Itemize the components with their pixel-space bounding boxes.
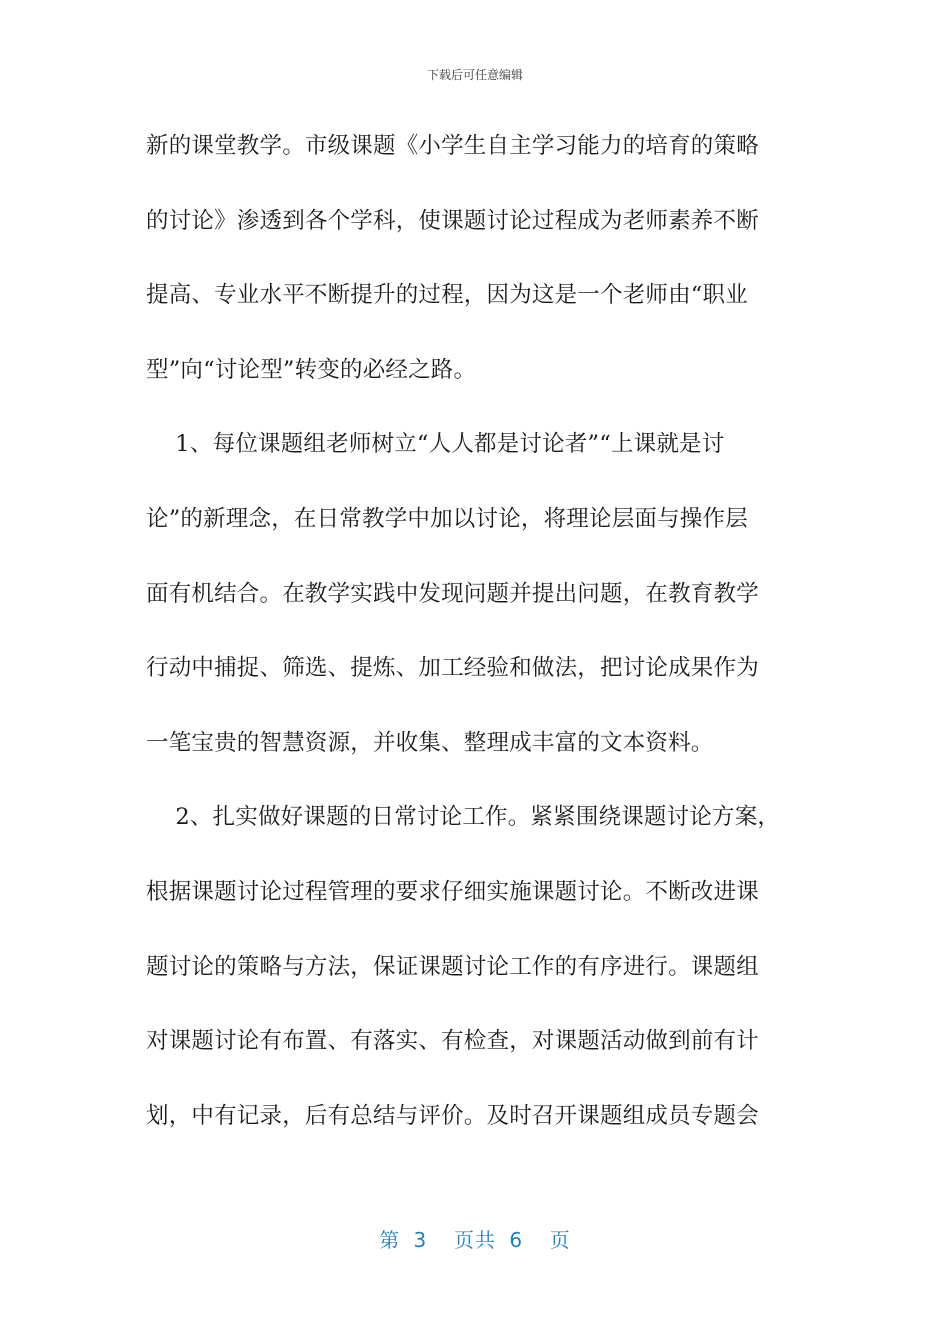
text-line-1: 新的课堂教学。市级课题《小学生自主学习能力的培育的策略 [146,133,759,159]
text-line-2: 的讨论》渗透到各个学科，使课题讨论过程成为老师素养不断 [146,207,759,234]
page-number-footer: 第 3 页共 6 页 [379,1228,571,1252]
text-line-6: 论”的新理念，在日常教学中加以讨论，将理论层面与操作层 [146,505,748,532]
text-line-3: 提高、专业水平不断提升的过程，因为这是一个老师由“职业 [146,282,748,309]
text-line-14: 划，中有记录，后有总结与评价。及时召开课题组成员专题会 [146,1102,759,1129]
page-header-note: 下载后可任意编辑 [426,68,523,82]
text-line-7: 面有机结合。在教学实践中发现问题并提出问题，在教育教学 [146,580,759,607]
text-line-12: 题讨论的策略与方法，保证课题讨论工作的有序进行。课题组 [146,953,759,980]
text-line-11: 根据课题讨论过程管理的要求仔细实施课题讨论。不断改进课 [146,878,759,905]
text-line-5: 1、每位课题组老师树立“人人都是讨论者”“上课就是讨 [146,431,725,458]
text-line-13: 对课题讨论有布置、有落实、有检查，对课题活动做到前有计 [146,1028,759,1055]
text-line-9: 一笔宝贵的智慧资源，并收集、整理成丰富的文本资料。 [146,729,714,756]
text-line-8: 行动中捕捉、筛选、提炼、加工经验和做法，把讨论成果作为 [146,655,759,682]
text-line-4: 型”向“讨论型”转变的必经之路。 [146,356,477,383]
document-body [146,126,808,1170]
text-line-10: 2、扎实做好课题的日常讨论工作。紧紧围绕课题讨论方案， [146,804,781,831]
